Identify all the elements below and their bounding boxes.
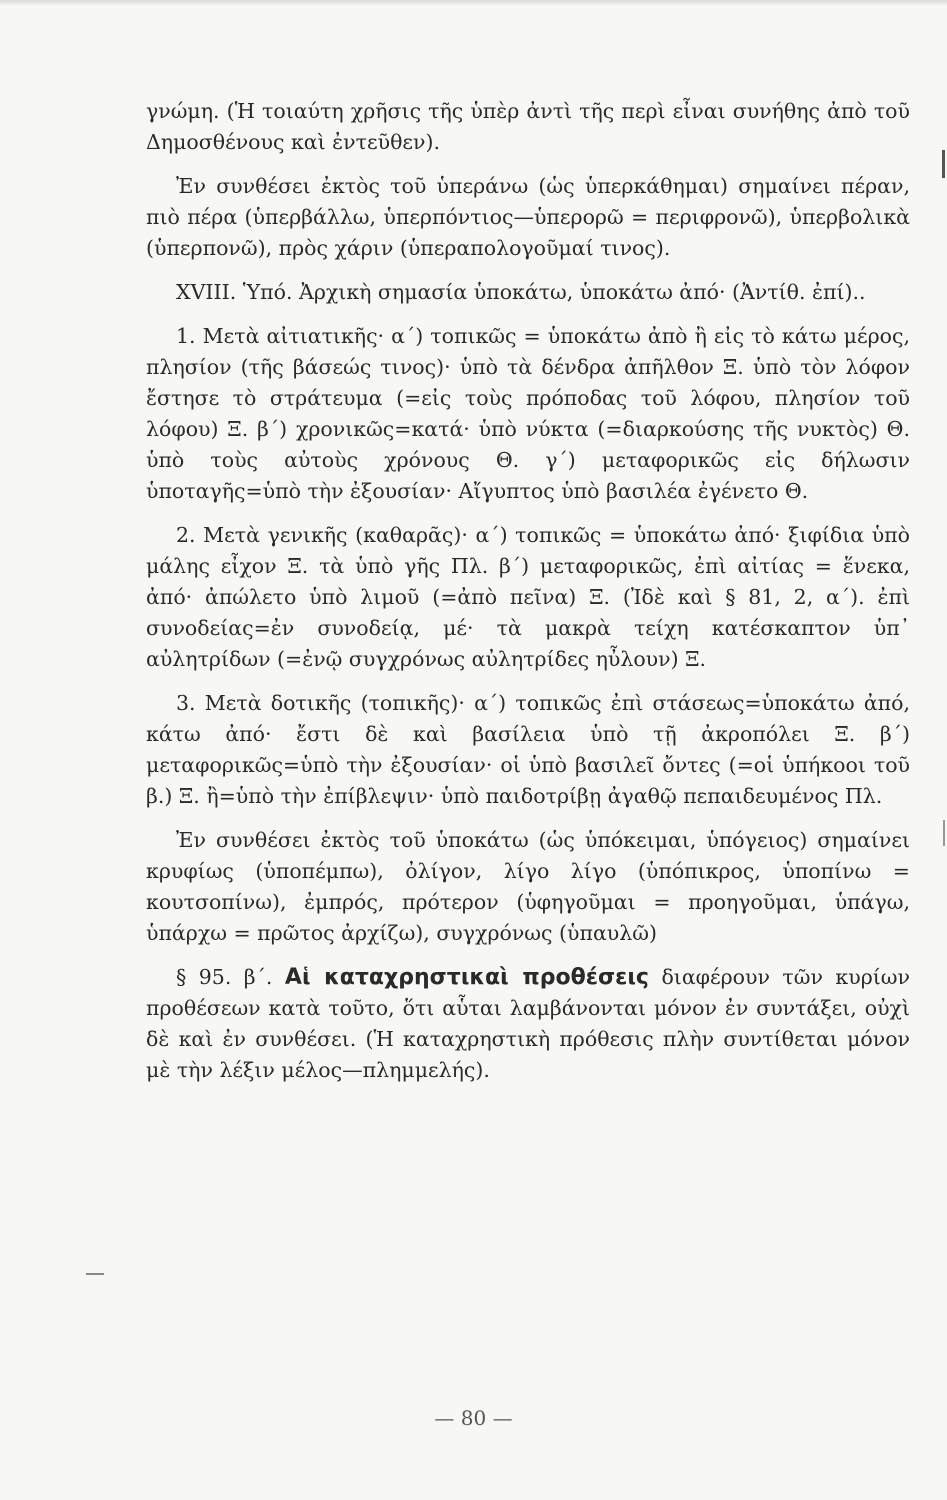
paragraph-hypo-genitive: 2. Μετὰ γενικῆς (καθαρᾶς)· α΄) τοπικῶς = ὑποκάτω ἀπό· ξιφίδια ὑπὸ μάλης εἶχον Ξ. τὰ ὑπὸ γῆς Πλ. β΄) μεταφορικῶς, ἐπὶ αἰτίας = ἕνεκα, ἀπό· ἀπώλετο ὑπὸ λιμοῦ (=ἀπὸ πεῖνα) Ξ. (Ἰδὲ καὶ § 81, 2, α΄). ἐπὶ συνοδείας=ἐν συνοδείᾳ, μέ· τὰ μακρὰ τείχη κατέσκαπτον ὑπ᾽ αὐλητρίδων (=ἐνῷ συγχρόνως αὐλητρίδες ηὖλουν) Ξ. bbox=[146, 523, 910, 671]
paragraph-hypo-compounds: Ἐν συνθέσει ἐκτὸς τοῦ ὑποκάτω (ὡς ὑπόκειμαι, ὑπόγειος) σημαίνει κρυφίως (ὑποπέμπω), ὀλίγον, λίγο λίγο (ὑπόπικρος, ὑποπίνω = κουτσοπίνω), ἐμπρός, πρότερον (ὑφηγοῦμαι = προηγοῦμαι, ὑπάγω, ὑπάρχω = πρῶτος ἀρχίζω), συγχρόνως (ὑπαυλῶ) bbox=[146, 828, 910, 945]
margin-mark bbox=[86, 1273, 104, 1275]
paragraph-hypo-heading: XVIII. Ὑπό. Ἀρχικὴ σημασία ὑποκάτω, ὑποκάτω ἀπό· (Ἀντίθ. ἐπί).. bbox=[176, 280, 866, 304]
paragraph-hypo-dative: 3. Μετὰ δοτικῆς (τοπικῆς)· α΄) τοπικῶς ἐπὶ στάσεως=ὑποκάτω ἀπό, κάτω ἀπό· ἔστι δὲ καὶ βασίλεια ὑπὸ τῇ ἀκροπόλει Ξ. β΄) μεταφορικῶς=ὑπὸ τὴν ἐξουσίαν· οἱ ὑπὸ βασιλεῖ ὄντες (=οἱ ὑπήκοοι τοῦ β.) Ξ. ἢ=ὑπὸ τὴν ἐπίβλεψιν· ὑπὸ παιδοτρίβῃ ἀγαθῷ πεπαιδευμένος Πλ. bbox=[146, 691, 910, 808]
section-95-paragraph bbox=[146, 962, 910, 1086]
paragraph-hypo-accusative: 1. Μετὰ αἰτιατικῆς· α΄) τοπικῶς = ὑποκάτω ἀπὸ ἢ εἰς τὸ κάτω μέρος, πλησίον (τῆς βάσεώς τινος)· ὑπὸ τὰ δένδρα ἀπῆλθον Ξ. ὑπὸ τὸν λόφον ἔστησε τὸ στράτευμα (=εἰς τοὺς πρόποδας τοῦ λόφου, πλησίον τοῦ λόφου) Ξ. β΄) χρονικῶς=κατά· ὑπὸ νύκτα (=διαρκούσης τῆς νυκτὸς) Θ. ὑπὸ τοὺς αὐτοὺς χρόνους Θ. γ΄) μεταφορικῶς εἰς δήλωσιν ὑποταγῆς=ὑπὸ τὴν ἐξουσίαν· Αἴγυπτος ὑπὸ βασιλέα ἐγένετο Θ. bbox=[146, 324, 910, 503]
scan-edge-mark bbox=[942, 150, 945, 178]
paragraph-hyper-compounds: Ἐν συνθέσει ἐκτὸς τοῦ ὑπεράνω (ὡς ὑπερκάθημαι) σημαίνει πέραν, πιὸ πέρα (ὑπερβάλλω, ὑπερπόντιος—ὑπερορῶ = περιφρονῶ), ὑπερβολικὰ (ὑπερπονῶ), πρὸς χάριν (ὑπεραπολογοῦμαί τινος). bbox=[146, 174, 910, 260]
section-text: διαφέρουν τῶν κυρίων προθέσεων κατὰ τοῦτο, ὅτι αὗται λαμβάνονται μόνον ἐν συντάξει, οὐχὶ δὲ καὶ ἐν συνθέσει. (Ἡ καταχρηστικὴ πρόθεσις πλὴν συντίθεται μόνον μὲ τὴν λέξιν μέλος—πλημμελής). bbox=[146, 965, 910, 1082]
page-body bbox=[146, 96, 910, 1086]
paragraph-continuation: γνώμη. (Ἡ τοιαύτη χρῆσις τῆς ὑπὲρ ἀντὶ τῆς περὶ εἶναι συνήθης ἀπὸ τοῦ Δημοσθένους καὶ ἐντεῦθεν). bbox=[146, 99, 910, 154]
section-number: § 95. β΄. bbox=[176, 965, 273, 989]
page-number: — 80 — bbox=[434, 1406, 513, 1430]
scan-edge-mark bbox=[943, 820, 945, 846]
section-heading: Αἱ καταχρηστικαὶ προθέσεις bbox=[284, 965, 649, 990]
page-top-edge bbox=[0, 0, 947, 6]
